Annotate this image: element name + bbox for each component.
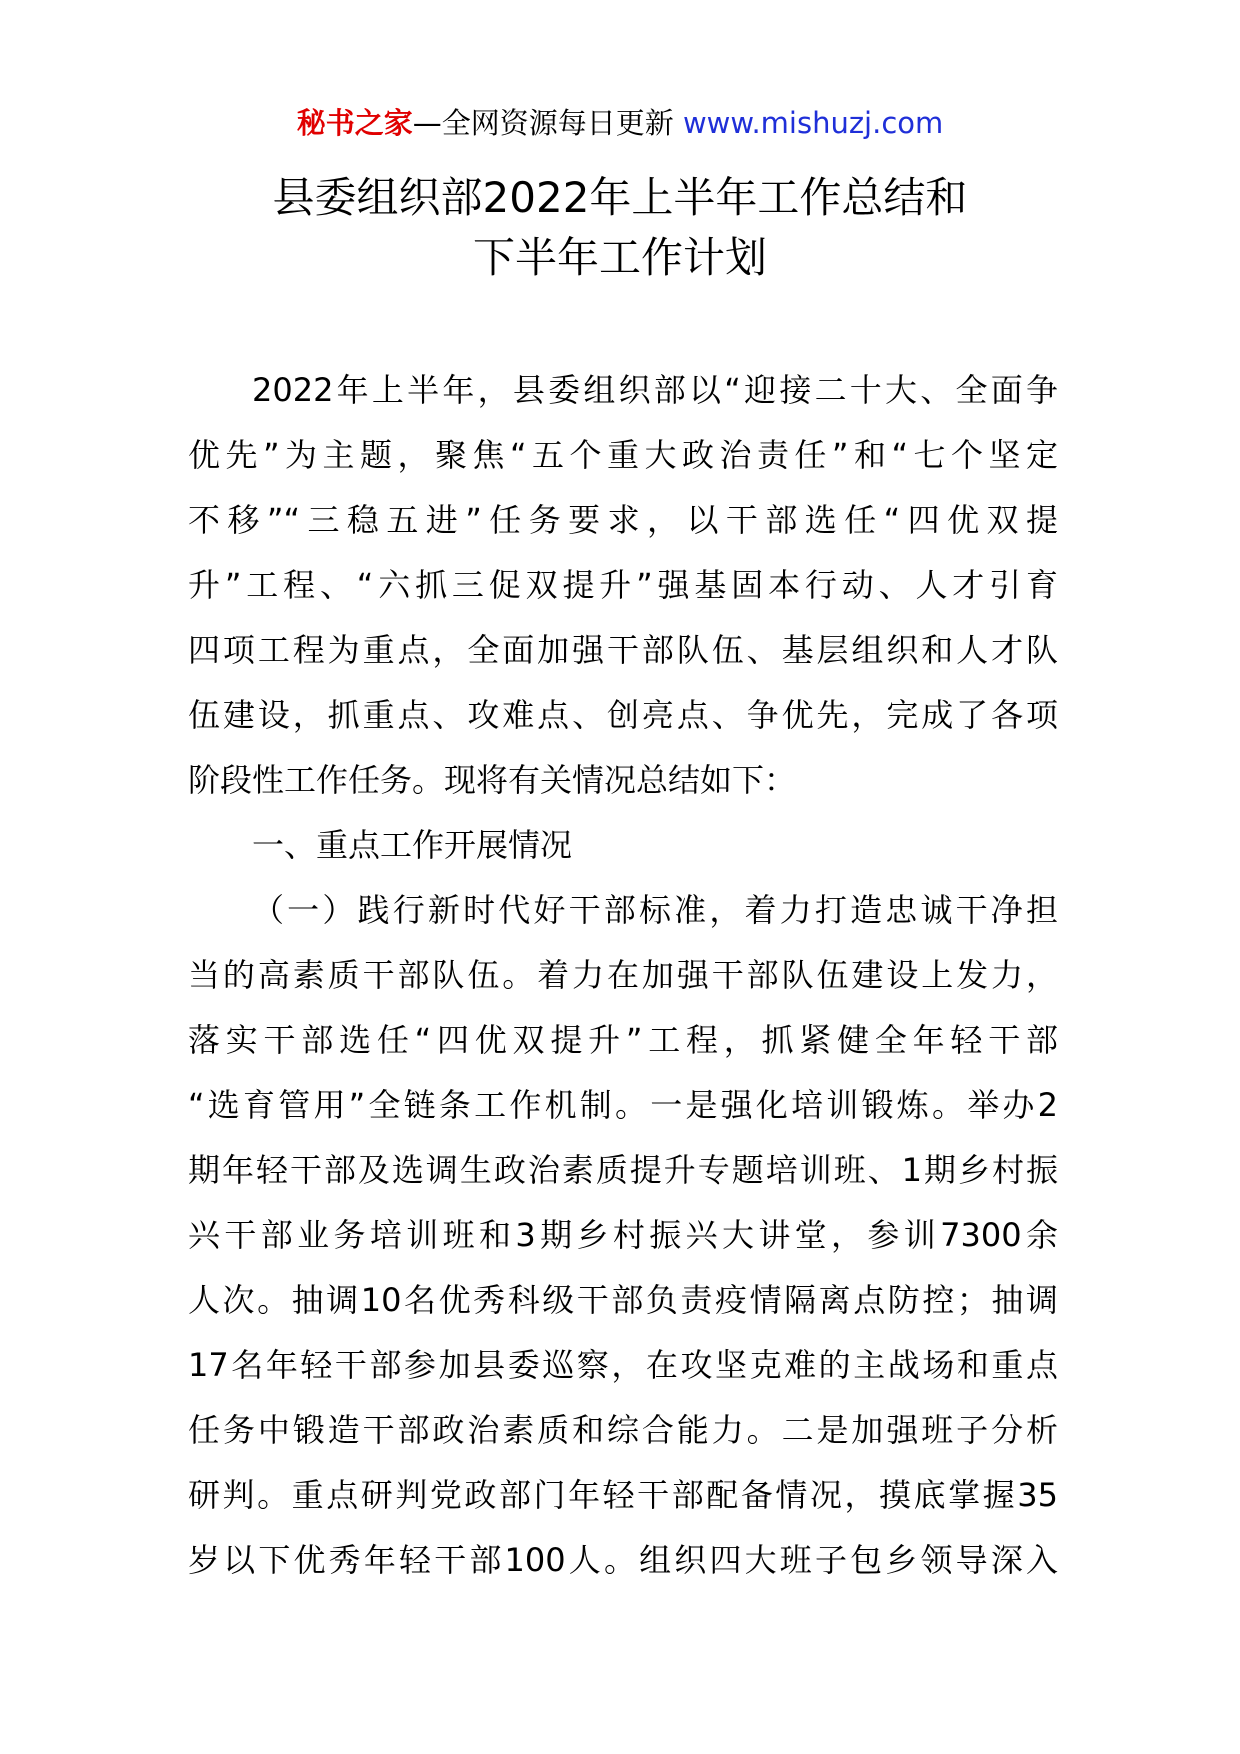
title-line-1: 县委组织部2022年上半年工作总结和 [272, 173, 968, 222]
site-header [0, 103, 1240, 143]
title-line-2: 下半年工作计划 [472, 233, 767, 282]
body-line: 伍建设，抓重点、攻难点、创亮点、争优先，完成了各项 [188, 696, 1058, 734]
site-url-link[interactable]: www.mishuzj.com [682, 106, 944, 140]
brand-name: 秘书之家 [296, 106, 413, 140]
body-line: 优先”为主题，聚焦“五个重大政治责任”和“七个坚定 [188, 436, 1058, 474]
body-line: 任务中锻造干部政治素质和综合能力。二是加强班子分析 [188, 1411, 1058, 1449]
document-title [0, 168, 1240, 288]
body-line: 升”工程、“六抓三促双提升”强基固本行动、人才引育 [188, 566, 1058, 604]
body-line: （一）践行新时代好干部标准，着力打造忠诚干净担 [252, 891, 1058, 929]
body-line: 人次。抽调10名优秀科级干部负责疫情隔离点防控；抽调 [188, 1281, 1058, 1319]
section-heading: 一、重点工作开展情况 [252, 826, 573, 864]
body-line: 不移”“三稳五进”任务要求，以干部选任“四优双提 [188, 501, 1058, 539]
body-line: 研判。重点研判党政部门年轻干部配备情况，摸底掌握35 [188, 1476, 1058, 1514]
body-line: 落实干部选任“四优双提升”工程，抓紧健全年轻干部 [188, 1021, 1058, 1059]
body-line: 兴干部业务培训班和3期乡村振兴大讲堂，参训7300余 [188, 1216, 1058, 1254]
body-line: 期年轻干部及选调生政治素质提升专题培训班、1期乡村振 [188, 1151, 1058, 1189]
document-body [188, 358, 1058, 1593]
body-line: 四项工程为重点，全面加强干部队伍、基层组织和人才队 [188, 631, 1058, 669]
body-line: 岁以下优秀年轻干部100人。组织四大班子包乡领导深入 [188, 1541, 1058, 1579]
body-line: 2022年上半年，县委组织部以“迎接二十大、全面争 [252, 371, 1058, 409]
body-line: 阶段性工作任务。现将有关情况总结如下： [188, 761, 797, 799]
body-line: “选育管用”全链条工作机制。一是强化培训锻炼。举办2 [188, 1086, 1058, 1124]
body-line: 17名年轻干部参加县委巡察，在攻坚克难的主战场和重点 [188, 1346, 1058, 1384]
header-tagline: —全网资源每日更新 [412, 106, 674, 140]
body-line: 当的高素质干部队伍。着力在加强干部队伍建设上发力， [188, 956, 1058, 994]
